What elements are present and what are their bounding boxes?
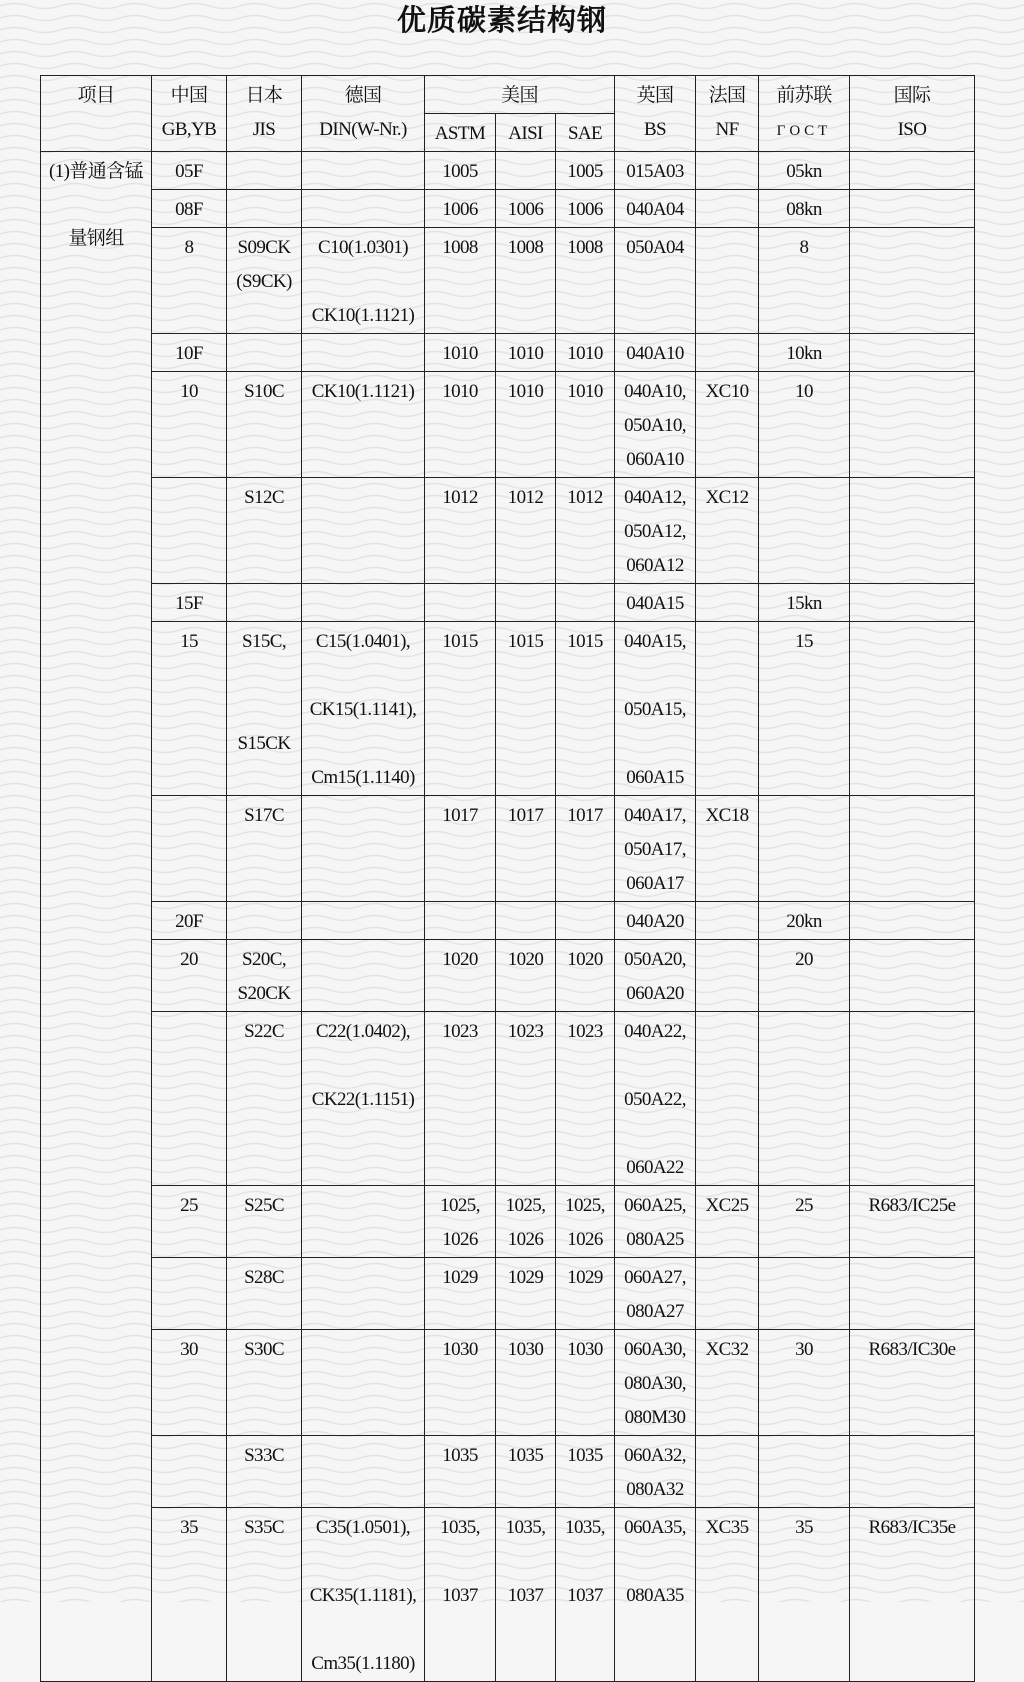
cell-nf [696, 902, 759, 940]
cell-jis [227, 334, 302, 372]
cell-din: C22(1.0402), CK22(1.1151) [302, 1012, 425, 1186]
cell-nf [696, 940, 759, 1012]
cell-bs: 015A03 [615, 152, 696, 190]
cell-din: CK10(1.1121) [302, 372, 425, 478]
header-china-standard: GB,YB [161, 119, 217, 140]
cell-astm: 1023 [425, 1012, 496, 1186]
cell-sae: 1012 [556, 478, 615, 584]
cell-iso [850, 584, 975, 622]
cell-din [302, 1258, 425, 1330]
cell-nf [696, 584, 759, 622]
cell-aisi: 1012 [496, 478, 556, 584]
cell-gost: 05kn [759, 152, 850, 190]
header-international-standard: ISO [897, 119, 927, 140]
header-astm: ASTM [425, 114, 496, 152]
cell-jis: S17C [227, 796, 302, 902]
cell-cn: 35 [152, 1508, 227, 1682]
cell-cn: 15F [152, 584, 227, 622]
cell-astm: 1017 [425, 796, 496, 902]
cell-din: C10(1.0301) CK10(1.1121) [302, 228, 425, 334]
cell-jis: S20C, S20CK [227, 940, 302, 1012]
cell-iso [850, 796, 975, 902]
table-row [41, 940, 975, 1012]
cell-jis: S12C [227, 478, 302, 584]
cell-sae: 1029 [556, 1258, 615, 1330]
cell-sae [556, 902, 615, 940]
cell-jis: S15C, S15CK [227, 622, 302, 796]
cell-bs: 040A10 [615, 334, 696, 372]
table-row [41, 190, 975, 228]
cell-sae: 1020 [556, 940, 615, 1012]
cell-sae: 1017 [556, 796, 615, 902]
cell-din [302, 1330, 425, 1436]
cell-sae: 1035, 1037 [556, 1508, 615, 1682]
cell-din [302, 940, 425, 1012]
table-row [41, 1436, 975, 1508]
cell-nf [696, 228, 759, 334]
cell-sae: 1008 [556, 228, 615, 334]
cell-nf: XC32 [696, 1330, 759, 1436]
cell-aisi: 1010 [496, 372, 556, 478]
cell-astm [425, 584, 496, 622]
cell-bs: 060A30, 080A30, 080M30 [615, 1330, 696, 1436]
cell-din [302, 1186, 425, 1258]
cell-bs: 060A25, 080A25 [615, 1186, 696, 1258]
table-row [41, 1012, 975, 1186]
cell-jis: S35C [227, 1508, 302, 1682]
cell-gost [759, 1012, 850, 1186]
header-ussr-label: 前苏联 [776, 85, 832, 106]
cell-gost [759, 1258, 850, 1330]
cell-din: C35(1.0501), CK35(1.1181), Cm35(1.1180) [302, 1508, 425, 1682]
cell-din [302, 190, 425, 228]
cell-bs: 060A32, 080A32 [615, 1436, 696, 1508]
cell-jis [227, 902, 302, 940]
cell-bs: 060A35, 080A35 [615, 1508, 696, 1682]
cell-astm: 1012 [425, 478, 496, 584]
table-row [41, 1186, 975, 1258]
cell-nf [696, 334, 759, 372]
header-aisi: AISI [496, 114, 556, 152]
cell-cn: 10F [152, 334, 227, 372]
header-sae: SAE [556, 114, 615, 152]
cell-jis: S09CK (S9CK) [227, 228, 302, 334]
cell-bs: 040A10, 050A10, 060A10 [615, 372, 696, 478]
cell-gost: 20 [759, 940, 850, 1012]
header-usa [425, 76, 615, 114]
cell-cn: 8 [152, 228, 227, 334]
cell-aisi: 1010 [496, 334, 556, 372]
cell-aisi: 1035, 1037 [496, 1508, 556, 1682]
cell-cn: 05F [152, 152, 227, 190]
cell-jis [227, 584, 302, 622]
header-ussr-standard: ΓΟCΤ [776, 123, 832, 139]
cell-astm: 1005 [425, 152, 496, 190]
cell-iso [850, 1436, 975, 1508]
table-row [41, 902, 975, 940]
header-project [41, 76, 152, 152]
cell-bs: 040A20 [615, 902, 696, 940]
cell-bs: 050A20, 060A20 [615, 940, 696, 1012]
cell-bs: 060A27, 080A27 [615, 1258, 696, 1330]
cell-gost: 10kn [759, 334, 850, 372]
cell-iso [850, 478, 975, 584]
cell-astm: 1035 [425, 1436, 496, 1508]
cell-bs: 040A15, 050A15, 060A15 [615, 622, 696, 796]
cell-astm: 1015 [425, 622, 496, 796]
cell-astm [425, 902, 496, 940]
cell-aisi: 1017 [496, 796, 556, 902]
cell-iso [850, 902, 975, 940]
table-row [41, 478, 975, 584]
cell-jis: S10C [227, 372, 302, 478]
cell-sae: 1015 [556, 622, 615, 796]
cell-din [302, 1436, 425, 1508]
cell-gost [759, 1436, 850, 1508]
cell-iso [850, 1258, 975, 1330]
cell-cn [152, 796, 227, 902]
cell-gost [759, 796, 850, 902]
cell-din [302, 584, 425, 622]
cell-gost: 08kn [759, 190, 850, 228]
cell-nf [696, 152, 759, 190]
header-international [850, 76, 975, 152]
cell-iso [850, 1012, 975, 1186]
cell-din: C15(1.0401), CK15(1.1141), Cm15(1.1140) [302, 622, 425, 796]
cell-gost: 10 [759, 372, 850, 478]
cell-jis: S22C [227, 1012, 302, 1186]
cell-astm: 1006 [425, 190, 496, 228]
cell-din [302, 902, 425, 940]
group-label-line1: (1)普通含锰 [49, 161, 143, 182]
cell-sae: 1010 [556, 334, 615, 372]
cell-iso [850, 372, 975, 478]
cell-jis: S30C [227, 1330, 302, 1436]
cell-aisi: 1025, 1026 [496, 1186, 556, 1258]
header-international-label: 国际 [893, 85, 931, 106]
table-row [41, 152, 975, 190]
cell-cn: 25 [152, 1186, 227, 1258]
cell-sae: 1035 [556, 1436, 615, 1508]
cell-astm: 1035, 1037 [425, 1508, 496, 1682]
cell-jis [227, 152, 302, 190]
cell-jis [227, 190, 302, 228]
cell-iso: R683/IC25e [850, 1186, 975, 1258]
cell-cn: 15 [152, 622, 227, 796]
group-label-line2: 量钢组 [68, 228, 124, 249]
cell-cn: 10 [152, 372, 227, 478]
cell-astm: 1020 [425, 940, 496, 1012]
document-title: 优质碳素结构钢 [396, 3, 607, 37]
cell-cn: 08F [152, 190, 227, 228]
cell-cn: 30 [152, 1330, 227, 1436]
cell-gost: 8 [759, 228, 850, 334]
header-uk-standard: BS [643, 119, 667, 140]
cell-aisi: 1006 [496, 190, 556, 228]
cell-cn [152, 478, 227, 584]
cell-nf [696, 1258, 759, 1330]
table-row [41, 584, 975, 622]
cell-nf [696, 1012, 759, 1186]
cell-astm: 1008 [425, 228, 496, 334]
cell-gost: 30 [759, 1330, 850, 1436]
cell-gost: 15 [759, 622, 850, 796]
group-label-spacer [43, 189, 149, 222]
table-row [41, 228, 975, 334]
table-row [41, 334, 975, 372]
cell-din [302, 478, 425, 584]
cell-astm: 1029 [425, 1258, 496, 1330]
cell-din [302, 152, 425, 190]
cell-astm: 1010 [425, 334, 496, 372]
cell-nf: XC10 [696, 372, 759, 478]
cell-aisi: 1023 [496, 1012, 556, 1186]
cell-aisi: 1015 [496, 622, 556, 796]
header-japan [227, 76, 302, 152]
cell-nf [696, 622, 759, 796]
cell-gost: 25 [759, 1186, 850, 1258]
cell-gost: 20kn [759, 902, 850, 940]
cell-sae [556, 584, 615, 622]
cell-sae: 1006 [556, 190, 615, 228]
cell-iso [850, 334, 975, 372]
header-china-label: 中国 [170, 85, 208, 106]
cell-nf [696, 1436, 759, 1508]
cell-iso [850, 152, 975, 190]
cell-aisi: 1029 [496, 1258, 556, 1330]
cell-gost: 35 [759, 1508, 850, 1682]
cell-sae: 1010 [556, 372, 615, 478]
cell-gost [759, 478, 850, 584]
cell-sae: 1030 [556, 1330, 615, 1436]
cell-cn: 20F [152, 902, 227, 940]
cell-bs: 040A12, 050A12, 060A12 [615, 478, 696, 584]
cell-bs: 040A04 [615, 190, 696, 228]
cell-aisi: 1035 [496, 1436, 556, 1508]
cell-nf: XC18 [696, 796, 759, 902]
cell-cn [152, 1258, 227, 1330]
cell-iso [850, 622, 975, 796]
table-row [41, 622, 975, 796]
cell-bs: 040A15 [615, 584, 696, 622]
cell-sae: 1005 [556, 152, 615, 190]
cell-nf [696, 190, 759, 228]
cell-gost: 15kn [759, 584, 850, 622]
cell-bs: 050A04 [615, 228, 696, 334]
cell-aisi [496, 902, 556, 940]
cell-aisi [496, 152, 556, 190]
header-germany [302, 76, 425, 152]
cell-nf: XC35 [696, 1508, 759, 1682]
cell-jis: S28C [227, 1258, 302, 1330]
header-uk-label: 英国 [636, 85, 674, 106]
cell-iso: R683/IC35e [850, 1508, 975, 1682]
table-row [41, 1258, 975, 1330]
cell-sae: 1023 [556, 1012, 615, 1186]
cell-astm: 1010 [425, 372, 496, 478]
cell-iso [850, 190, 975, 228]
header-france-standard: NF [715, 119, 739, 140]
cell-jis: S33C [227, 1436, 302, 1508]
cell-iso [850, 228, 975, 334]
cell-aisi: 1020 [496, 940, 556, 1012]
header-france [696, 76, 759, 152]
table-row [41, 1330, 975, 1436]
table-row [41, 796, 975, 902]
cell-nf: XC12 [696, 478, 759, 584]
cell-astm: 1030 [425, 1330, 496, 1436]
table-row [41, 372, 975, 478]
header-france-label: 法国 [708, 85, 746, 106]
header-germany-standard: DIN(W-Nr.) [319, 119, 407, 140]
cell-cn: 20 [152, 940, 227, 1012]
cell-nf: XC25 [696, 1186, 759, 1258]
cell-jis: S25C [227, 1186, 302, 1258]
cell-bs: 040A22, 050A22, 060A22 [615, 1012, 696, 1186]
header-japan-standard: JIS [252, 119, 276, 140]
cell-iso: R683/IC30e [850, 1330, 975, 1436]
cell-din [302, 334, 425, 372]
cell-cn [152, 1436, 227, 1508]
header-germany-label: 德国 [344, 85, 382, 106]
group-label-cell [41, 152, 152, 1682]
table-row [41, 1508, 975, 1682]
cell-astm: 1025, 1026 [425, 1186, 496, 1258]
header-china [152, 76, 227, 152]
cell-cn [152, 1012, 227, 1186]
cell-sae: 1025, 1026 [556, 1186, 615, 1258]
cell-iso [850, 940, 975, 1012]
table-body [41, 152, 975, 1682]
cell-aisi: 1030 [496, 1330, 556, 1436]
header-uk [615, 76, 696, 152]
cell-aisi: 1008 [496, 228, 556, 334]
header-ussr [759, 76, 850, 152]
steel-grade-table [40, 75, 975, 1682]
cell-din [302, 796, 425, 902]
header-japan-label: 日本 [245, 85, 283, 106]
cell-aisi [496, 584, 556, 622]
cell-bs: 040A17, 050A17, 060A17 [615, 796, 696, 902]
header-project-label: 项目 [77, 85, 115, 106]
header-usa-label: 美国 [501, 85, 538, 106]
header-row-countries [41, 76, 975, 114]
